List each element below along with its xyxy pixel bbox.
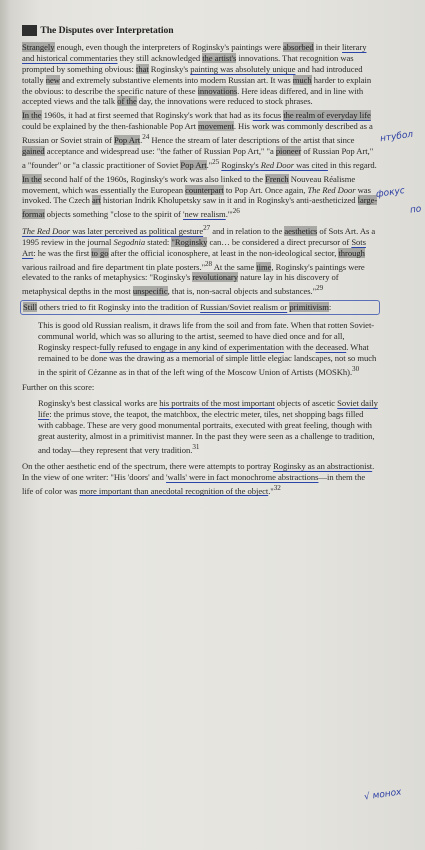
footnote-marker: 25 [212, 157, 220, 166]
text: ." [206, 159, 213, 170]
highlight: counterpart [185, 184, 224, 195]
underline: Soviet daily life [38, 398, 378, 420]
underline: 'new realism [182, 209, 226, 220]
margin-note-2: фокус [375, 186, 406, 200]
text: ." [268, 485, 274, 496]
underline: his portraits of the most important [159, 398, 275, 409]
text: —in them the life of color was [22, 471, 366, 496]
text: second half of the 1960s, Roginsky's work was also linked to the [41, 173, 266, 184]
text: Nouveau Réalisme movement, which was essentially the European [22, 173, 356, 195]
highlight: unspecific [132, 286, 168, 297]
text: 1960s, it had at first seemed that Roginsky's work that had as [41, 110, 253, 121]
text: and in relation to the [210, 225, 285, 236]
text: : he was the first [33, 247, 92, 258]
underline: more important than anecdotal recognition of the object [79, 485, 269, 496]
footnote-marker: 27 [203, 224, 211, 233]
highlight: Strangely [22, 41, 55, 52]
highlight: primitivism [289, 302, 329, 313]
highlight: innovations [197, 85, 238, 96]
text: innovations. That recognition was prompted by something obvious: [22, 52, 354, 74]
text-column [22, 26, 378, 499]
highlight: to go [91, 247, 109, 258]
highlight: French [265, 173, 289, 184]
highlight: that [135, 63, 149, 74]
footnote-marker: 28 [205, 259, 213, 268]
text: . Here ideas differed, and in line with accepted views and the talk [22, 85, 364, 107]
text: At the same [212, 261, 257, 272]
text: . In the view of one writer: "His 'doors' and [22, 460, 375, 482]
margin-note-3: по [409, 204, 423, 216]
margin-note-4: √ моноx [363, 787, 403, 803]
margin-note-1: нтубол [379, 129, 414, 145]
paragraph-7 [22, 461, 378, 497]
underline-italic: Red Door [260, 159, 295, 170]
text: harder to explain the obvious: to describe the specific nature of these [22, 74, 372, 96]
italic-title: The Red Door [22, 225, 71, 236]
underline: 'walls' were in fact monochrome abstractions [166, 471, 319, 482]
text: day, the innovations were reduced to stock phrases. [136, 96, 313, 107]
paragraph-6 [22, 382, 378, 393]
underline: was later perceived as political gesture [70, 225, 204, 236]
highlight: aesthetics [284, 225, 318, 236]
text: in this regard. [327, 159, 377, 170]
highlight: Still [23, 302, 38, 313]
underline: its focus [252, 110, 282, 121]
section-heading [22, 26, 378, 37]
footnote-marker: 31 [192, 442, 200, 451]
text: objects of ascetic [274, 398, 338, 409]
text: Further on this score: [22, 382, 95, 393]
text: historian Indrik Kholupetsky saw in it and in Roginsky's anti-aestheticized [100, 195, 358, 206]
block-quote-1 [38, 320, 378, 377]
highlight: through [338, 247, 365, 258]
italic-title: Segodnia [113, 236, 146, 247]
section-title: The Disputes over Interpretation [40, 25, 174, 36]
text: various railroad and fire department tin plate posters." [22, 261, 206, 272]
text: objects something "close to the spirit of [44, 209, 183, 220]
text: and extremely substantive elements into modern Russian art. It was [59, 74, 293, 85]
text: This is good old Russian realism, it draws life from the soil and from fate. When that rotten Soviet-communal world, which was so alluring to the artist, seemed to have died once and for all, Roginsky respect- [38, 320, 375, 352]
underline: painting was absolutely unique [190, 63, 296, 74]
text: of Russian Pop Art," a "founder" or "a classic practitioner of Soviet [22, 145, 374, 170]
highlight: movement [197, 121, 234, 132]
paragraph-3 [22, 174, 378, 220]
highlight: time [256, 261, 272, 272]
italic-title: The Red Door [307, 184, 356, 195]
highlight: the realm of everyday life [283, 110, 371, 121]
text: others tried to fit Roginsky into the tradition of [37, 302, 201, 313]
block-quote-2 [38, 398, 378, 455]
highlight: Pop Art [180, 159, 207, 170]
text: : [328, 302, 332, 313]
footnote-marker: 30 [352, 364, 360, 373]
text: Roginsky's [148, 63, 191, 74]
text: nature lay in his discovery of metaphysical depths in the most [22, 272, 339, 297]
highlight: of the [117, 96, 137, 107]
book-spine-shadow [0, 0, 10, 850]
paragraph-2 [22, 110, 378, 170]
text: . [140, 135, 143, 146]
highlight: In the [22, 110, 42, 121]
text: Hence the stream of later descriptions of the artist that since [149, 135, 355, 146]
footnote-marker: 24 [142, 133, 150, 142]
highlight: revolutionary [192, 272, 238, 283]
text: , that is, non-sacral objects and substances." [167, 286, 317, 297]
paragraph-4 [22, 223, 378, 297]
text: enough, even though the interpreters of Roginsky's paintings were [54, 41, 284, 52]
highlight: gained [22, 145, 45, 156]
highlight: pioneer [275, 145, 302, 156]
text: can… be considered a direct precursor of [207, 236, 352, 247]
footnote-marker: 32 [273, 483, 281, 492]
text: they still acknowledged [117, 52, 203, 63]
text: could be explained by the then-fashionable Pop Art [22, 121, 198, 132]
highlight: much [292, 74, 312, 85]
highlight: new [45, 74, 60, 85]
underline: was cited [294, 159, 328, 170]
highlight: the artist's [202, 52, 237, 63]
text: : the primus stove, the teapot, the matchbox, the electric meter, tiles, net shopping bags filled with cabbage. These are very good monumental portraits, executed with great feeling, though with great austerity, almost in a primitivist manner. In the past they were seen as a challenge to tradition, and today—they represent that very tradition. [38, 409, 375, 455]
section-number: III. [23, 25, 37, 36]
highlight: In the [22, 173, 42, 184]
underline: literary and historical commentaries [22, 41, 367, 63]
underline: fully refused to engage in any kind of experimentation [99, 341, 284, 352]
footnote-marker: 29 [316, 284, 324, 293]
text: On the other aesthetic end of the spectrum, there were attempts to portray [22, 460, 274, 471]
text: with the [283, 341, 316, 352]
text: after the official iconosphere, at least in the non-ideological sector, [108, 247, 339, 258]
underline: Sots Art [22, 236, 366, 258]
highlight: Pop Art [113, 135, 141, 146]
highlight: art [92, 195, 101, 206]
text: and had introduced totally [22, 63, 363, 85]
text: to Pop Art. Once again, [223, 184, 308, 195]
text: of Sots Art. As a 1995 review in the journal [22, 225, 376, 247]
underline: Russian/Soviet realism or [200, 302, 288, 313]
text: , Roginsky's paintings were elevated to the ranks of metaphysics: "Roginsky's [22, 261, 365, 283]
text: . His work was commonly described as a Russian or Soviet strain of [22, 121, 373, 146]
text: Roginsky's best classical works are [38, 398, 160, 409]
footnote-marker: 26 [232, 207, 240, 216]
highlight: absorbed [283, 41, 314, 52]
highlight: "Roginsky [171, 236, 208, 247]
text: stated: [145, 236, 172, 247]
text: acceptance and widespread use: "the father of Russian Pop Art," "a [44, 145, 276, 156]
text: . What remained to be done was the drawing as a memorial of simple little elegiac landscapes, not so much in the spirit of Cézanne as in that of the left wing of the Moscow Union of Artists (MOSKh). [38, 341, 377, 377]
text: in their [313, 41, 343, 52]
highlight: large-format [22, 195, 378, 220]
underline: Roginsky's [221, 159, 261, 170]
text: .'" [225, 209, 233, 220]
underline: Roginsky as an abstractionist [273, 460, 373, 471]
paragraph-1 [22, 42, 378, 107]
text: was invoked. The Czech [22, 184, 371, 206]
underline: deceased [315, 341, 347, 352]
paragraph-5-boxed [20, 300, 380, 315]
